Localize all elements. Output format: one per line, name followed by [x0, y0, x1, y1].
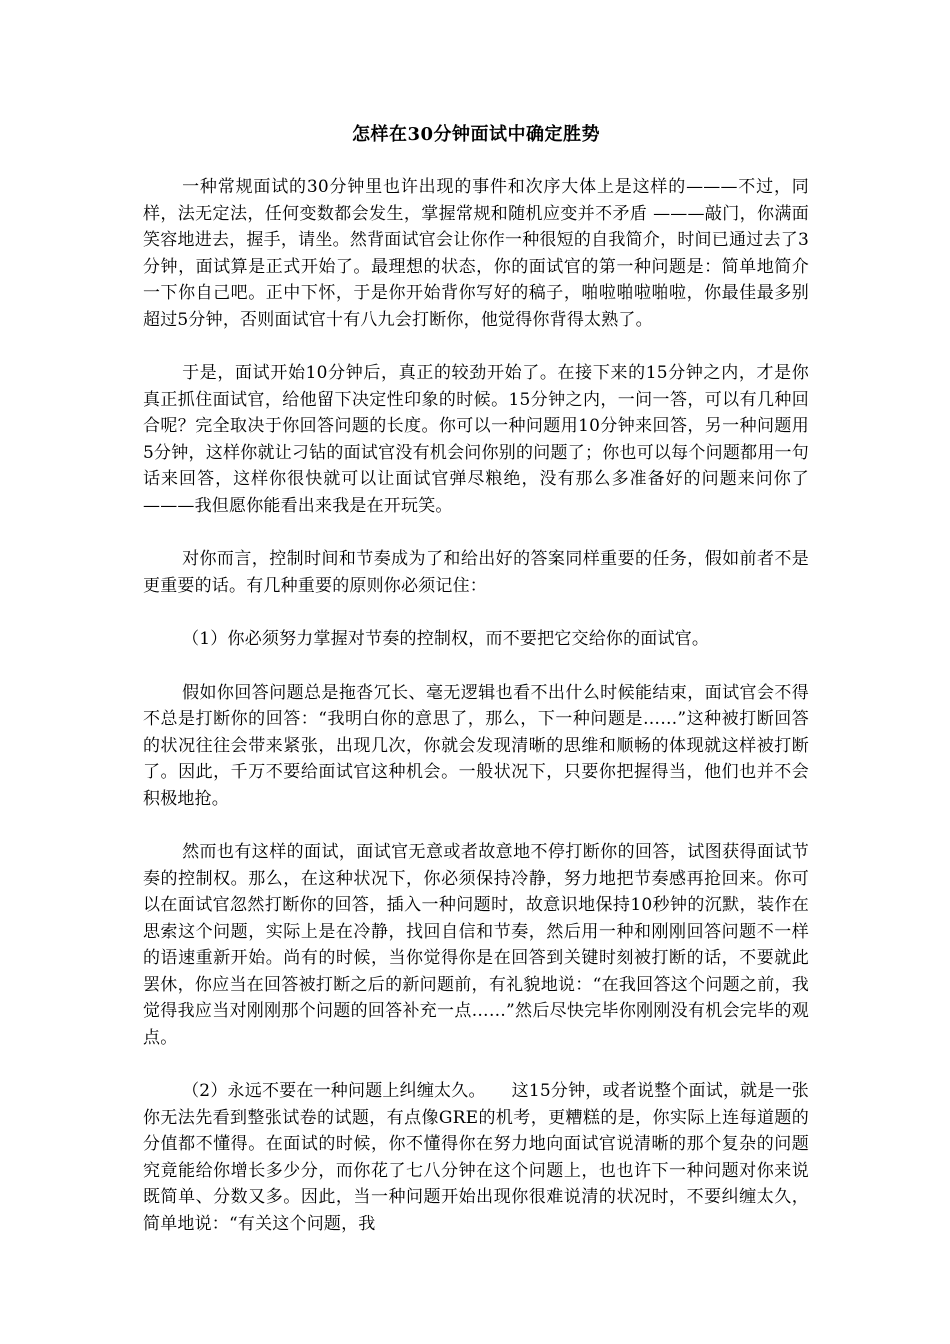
- paragraph-principle-2: （2）永远不要在一种问题上纠缠太久。 这15分钟，或者说整个面试，就是一张你无法先看到整张试卷的试题，有点像GRE的机考，更糟糕的是，你实际上连每道题的分值都不懂得。在面试的时候，你不懂得你在努力地向面试官说清晰的那个复杂的问题究竟能给你增长多少分，而你花了七八分钟在这个问题上，也也许下一种问题对你来说既简单、分数又多。因此，当一种问题开始出现你很难说清的状况时，不要纠缠太久，简单地说：“有关这个问题，我: [143, 1081, 809, 1234]
- paragraph-interrupted: 假如你回答问题总是拖沓冗长、毫无逻辑也看不出什么时候能结束，面试官会不得不总是打断你的回答：“我明白你的意思了，那么，下一种问题是……”这种被打断回答的状况往往会带来紧张，出现几次，你就会发现清晰的思维和顺畅的体现就这样被打断了。因此，千万不要给面试官这种机会。一般状况下，只要你把握得当，他们也并不会积极地抢。: [143, 682, 809, 809]
- paragraph-regain-rhythm: 然而也有这样的面试，面试官无意或者故意地不停打断你的回答，试图获得面试节奏的控制权。那么，在这种状况下，你必须保持冷静，努力地把节奏感再抢回来。你可以在面试官忽然打断你的回答，插入一种问题时，故意识地保持10秒钟的沉默，装作在思索这个问题，实际上是在冷静，找回自信和节奏，然后用一种和刚刚回答问题不一样的语速重新开始。尚有的时候，当你觉得你是在回答到关键时刻被打断的话，不要就此罢休，你应当在回答被打断之后的新问题前，有礼貌地说：“在我回答这个问题之前，我觉得我应当对刚刚那个问题的回答补充一点……”然后尽快完毕你刚刚没有机会完毕的观点。: [143, 842, 809, 1048]
- paragraph-intro: 一种常规面试的30分钟里也许出现的事件和次序大体上是这样的———不过，同样，法无定法，任何变数都会发生，掌握常规和随机应变并不矛盾 ———敲门，你满面笑容地进去，握手，请坐。然背面试官会让你作一种很短的自我简介，时间已通过去了3分钟，面试算是正式开始了。最理想的状态，你的面试官的第一种问题是：简单地简介一下你自己吧。正中下怀，于是你开始背你写好的稿子，啪啦啪啦啪啦，你最佳最多别超过5分钟，否则面试官十有八九会打断你，他觉得你背得太熟了。: [143, 177, 809, 330]
- paragraph-control-time: 对你而言，控制时间和节奏成为了和给出好的答案同样重要的任务，假如前者不是更重要的话。有几种重要的原则你必须记住：: [143, 549, 809, 596]
- document-title: 怎样在30分钟面试中确定胜势: [351, 124, 601, 145]
- paragraph-principle-1: （1）你必须努力掌握对节奏的控制权，而不要把它交给你的面试官。: [182, 629, 710, 649]
- document-page: [143, 122, 809, 1237]
- paragraph-15-minutes: 于是，面试开始10分钟后，真正的较劲开始了。在接下来的15分钟之内，才是你真正抓住面试官，给他留下决定性印象的时候。15分钟之内，一问一答，可以有几种回合呢？完全取决于你回答问题的长度。你可以一种问题用10分钟来回答，另一种问题用5分钟，这样你就让刁钻的面试官没有机会问你别的问题了；你也可以每个问题都用一句话来回答，这样你很快就可以让面试官弹尽粮绝，没有那么多准备好的问题来问你了———我但愿你能看出来我是在开玩笑。: [143, 363, 809, 516]
